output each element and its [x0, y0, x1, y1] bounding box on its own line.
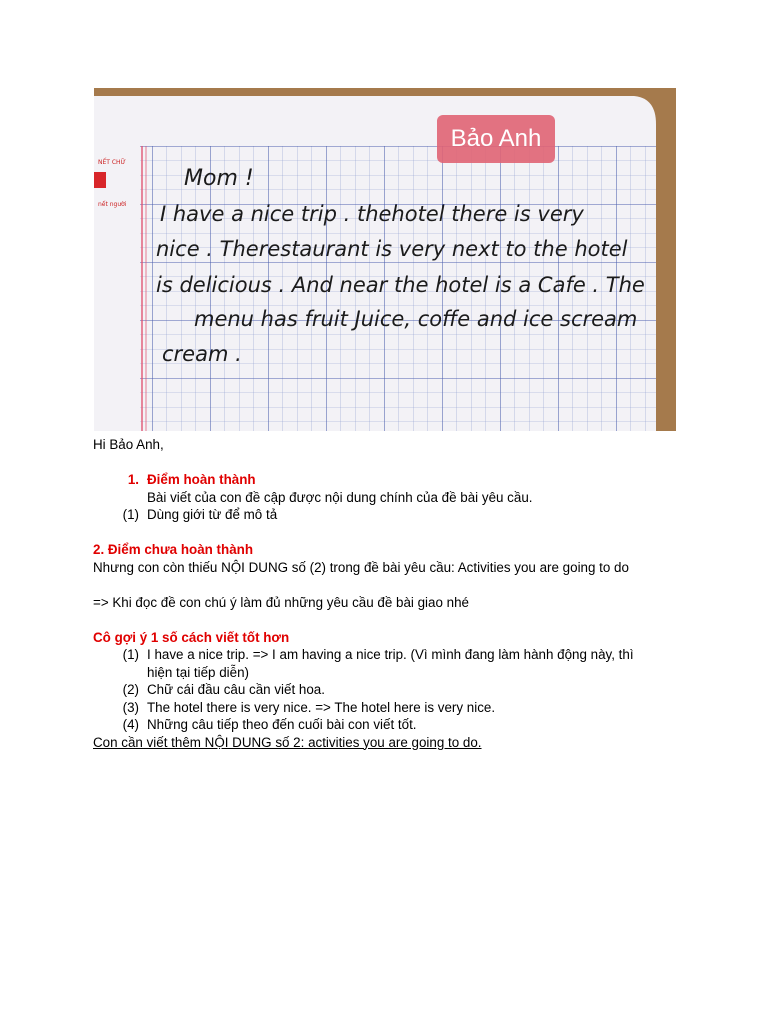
- handwriting-line-4: is delicious . And near the hotel is a Cafe . The: [156, 273, 645, 297]
- section3-item-1-number: (1): [122, 647, 139, 662]
- section3-item-4-text: Những câu tiếp theo đến cuối bài con viết tốt.: [147, 717, 417, 732]
- section1-item: [93, 506, 693, 524]
- section3-item-3: [93, 699, 693, 717]
- section2-note: => Khi đọc đề con chú ý làm đủ những yêu cầu đề bài giao nhé: [93, 594, 469, 610]
- handwriting-line-6: cream .: [162, 342, 242, 366]
- closing-note: Con cần viết thêm NỘI DUNG số 2: activities you are going to do.: [93, 734, 482, 750]
- section3-item-4: [93, 716, 693, 734]
- section3-item-4-number: (4): [122, 717, 139, 732]
- section2-title: 2. Điểm chưa hoàn thành: [93, 542, 253, 557]
- handwriting-line-5: menu has fruit Juice, coffe and ice scream: [194, 307, 638, 331]
- section1-body: Bài viết của con đề cập được nội dung chính của đề bài yêu cầu.: [147, 489, 533, 505]
- handwriting-line-2: I have a nice trip . thehotel there is very: [160, 202, 584, 226]
- svg-text:nết người: nết người: [98, 201, 127, 208]
- section3-item-2-text: Chữ cái đầu câu cần viết hoa.: [147, 682, 325, 697]
- section3-item-1: [93, 646, 693, 664]
- section3-item-2: [93, 681, 693, 699]
- feedback-body: [93, 436, 693, 751]
- section3-title: Cô gợi ý 1 số cách viết tốt hơn: [93, 629, 290, 645]
- section3-item-2-number: (2): [122, 682, 139, 697]
- handwriting-line-1: Mom !: [184, 166, 254, 191]
- greeting: Hi Bảo Anh,: [93, 437, 164, 452]
- section3-item-1-continued: hiện tại tiếp diễn): [147, 664, 249, 680]
- section3-item-3-number: (3): [122, 699, 139, 715]
- svg-text:NẾT CHỮ: NẾT CHỮ: [98, 159, 126, 166]
- handwriting-line-3: nice . Therestaurant is very next to the hotel: [156, 237, 628, 261]
- section1-item-number: (1): [122, 507, 139, 522]
- section1-number: 1.: [127, 472, 139, 487]
- section1-item-text: Dùng giới từ để mô tả: [147, 507, 278, 522]
- section2-body: Nhưng con còn thiếu NỘI DUNG số (2) trong đề bài yêu cầu: Activities you are going to do: [93, 559, 629, 575]
- section1-heading: [93, 471, 693, 489]
- section3-item-3-text: The hotel there is very nice. => The hotel here is very nice.: [147, 699, 496, 715]
- handwriting-photo: [94, 88, 676, 431]
- section1-title: Điểm hoàn thành: [147, 472, 256, 487]
- section3-item-1-text: I have a nice trip. => I am having a nice trip. (Vì mình đang làm hành động này, thì: [147, 647, 634, 662]
- name-tag: Bảo Anh: [450, 125, 542, 152]
